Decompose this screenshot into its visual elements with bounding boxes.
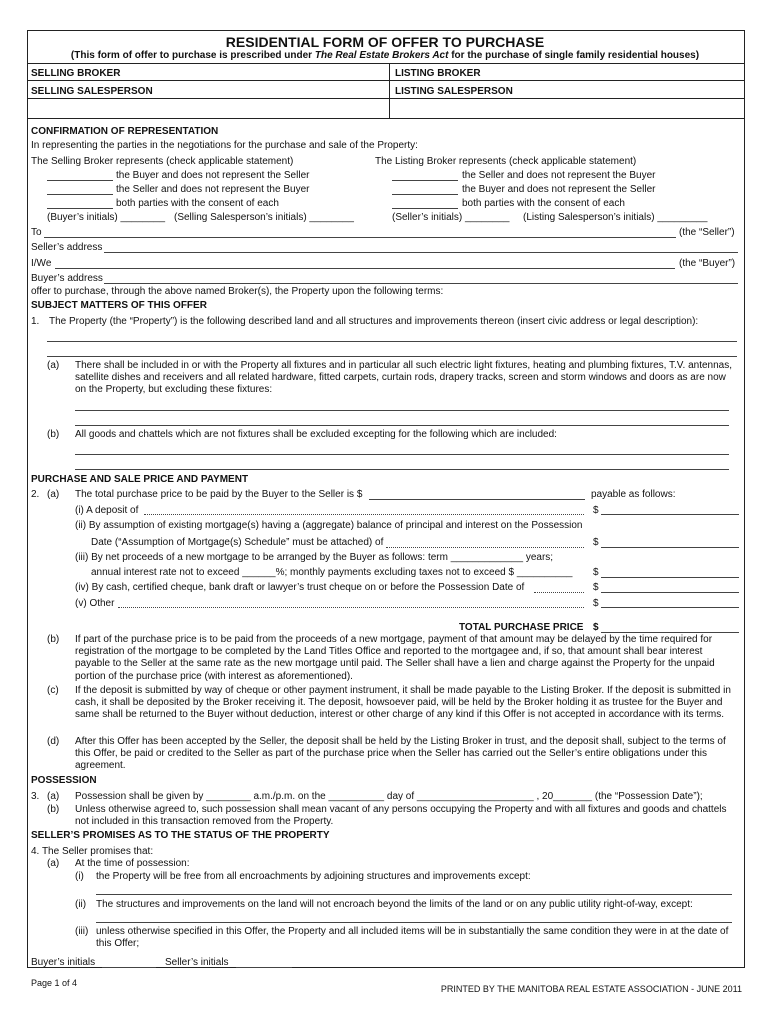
- cash-amount-field[interactable]: [601, 592, 739, 593]
- iwe-label: I/We: [31, 258, 52, 269]
- included-chattels-line-2[interactable]: [75, 469, 729, 470]
- cash-payment-text: (iv) By cash, certified cheque, bank draft or lawyer’s trust cheque on or before the Possession Date of: [75, 582, 525, 593]
- mortgage-assumption-text-1: (ii) By assumption of existing mortgage(s) having a (aggregate) balance of principal and interest on the Possession: [75, 520, 583, 531]
- item-3b-label: (b): [47, 804, 60, 815]
- divider: [27, 98, 745, 99]
- property-description-line-2[interactable]: [47, 356, 737, 357]
- item-2c-text: If the deposit is submitted by way of cheque or other payment instrument, it shall be made payable to the Listing Broker. If the deposit is submitted in cash, it shall be deposited by the Broker receiving it. The deposit, howsoever paid, will be held by the Broker holding it as trustee for the Buyer and same shall be returned to the Buyer without deduction, interest or other charge of any kind if this Offer is not accepted in accordance with its terms.: [75, 685, 731, 721]
- item-4a-label: (a): [47, 858, 60, 869]
- listing-option-1-blank[interactable]: [392, 180, 458, 181]
- price-heading: PURCHASE AND SALE PRICE AND PAYMENT: [31, 474, 249, 485]
- deposit-label: (i) A deposit of: [75, 505, 139, 516]
- divider: [27, 118, 745, 119]
- subtitle-act: The Real Estate Brokers Act: [314, 50, 449, 61]
- seller-initials-field[interactable]: [236, 967, 292, 968]
- listing-option-1: the Seller and does not represent the Buyer: [462, 170, 656, 181]
- item-4ii-text: The structures and improvements on the land will not encroach beyond the limits of the land or on any public utility right-of-way, except:: [96, 899, 693, 910]
- item-1b-text: All goods and chattels which are not fixtures shall be excluded excepting for the following which are included:: [75, 429, 557, 440]
- possession-date-text[interactable]: Possession shall be given by ________ a.m./p.m. on the __________ day of _____________________ , 20_______ (the “Possession Date”);: [75, 791, 703, 802]
- item-2d-label: (d): [47, 736, 60, 747]
- selling-option-3: both parties with the consent of each: [116, 198, 279, 209]
- dollar-sign: $: [593, 582, 599, 593]
- item-1a-label: (a): [47, 360, 60, 371]
- included-chattels-line-1[interactable]: [75, 454, 729, 455]
- new-mortgage-amount-field[interactable]: [601, 577, 739, 578]
- item-2d-text: After this Offer has been accepted by the Seller, the deposit shall be held by the Listing Broker in trust, and the deposit shall, subject to the terms of this Offer, be paid or credited to the Seller as part of the purchase price when the Seller has carried out the Seller’s entire obligations under this agreement.: [75, 736, 726, 772]
- possession-heading: POSSESSION: [31, 775, 97, 786]
- seller-address-label: Seller’s address: [31, 242, 103, 253]
- divider: [27, 80, 745, 81]
- offer-line: offer to purchase, through the above named Broker(s), the Property upon the following terms:: [31, 286, 444, 297]
- dot-leader: [386, 547, 584, 548]
- the-buyer-label: (the “Buyer”): [679, 258, 736, 269]
- selling-broker-heading: The Selling Broker represents (check applicable statement): [31, 156, 294, 167]
- seller-initials-label: Seller’s initials: [165, 957, 229, 968]
- subtitle-post: for the purchase of single family residential houses): [448, 50, 700, 61]
- selling-salesperson-field[interactable]: SELLING SALESPERSON: [31, 86, 153, 97]
- form-title: RESIDENTIAL FORM OF OFFER TO PURCHASE: [225, 34, 545, 50]
- dot-leader: [144, 514, 584, 515]
- item-1b-label: (b): [47, 429, 60, 440]
- deposit-amount-field[interactable]: [601, 514, 739, 515]
- property-description-line-1[interactable]: [47, 341, 737, 342]
- buyer-initials-rep[interactable]: (Buyer’s initials) ________: [47, 212, 166, 223]
- seller-address-field[interactable]: [104, 252, 738, 253]
- representation-heading: CONFIRMATION OF REPRESENTATION: [31, 126, 219, 137]
- item-4i-text: the Property will be free from all encroachments by adjoining structures and improvements except:: [96, 871, 531, 882]
- selling-broker-field[interactable]: SELLING BROKER: [31, 68, 121, 79]
- the-seller-label: (the “Seller”): [679, 227, 735, 238]
- payable-label: payable as follows:: [591, 489, 676, 500]
- other-payment-label: (v) Other: [75, 598, 115, 609]
- printed-by: PRINTED BY THE MANITOBA REAL ESTATE ASSOCIATION - JUNE 2011: [440, 984, 742, 994]
- representation-intro: In representing the parties in the negotiations for the purchase and sale of the Property:: [31, 140, 418, 151]
- promises-heading: SELLER’S PROMISES AS TO THE STATUS OF THE PROPERTY: [31, 830, 330, 841]
- selling-option-1: the Buyer and does not represent the Seller: [116, 170, 310, 181]
- selling-salesperson-initials[interactable]: (Selling Salesperson’s initials) ________: [174, 212, 354, 223]
- item-4ii-label: (ii): [75, 899, 87, 910]
- selling-option-2: the Seller and does not represent the Buyer: [116, 184, 310, 195]
- dot-leader: [534, 592, 584, 593]
- item-4i-label: (i): [75, 871, 84, 882]
- divider: [27, 63, 745, 64]
- item-4iii-text: unless otherwise specified in this Offer, the Property and all included items will be in substantially the same condition they were in at the date of this Offer;: [96, 926, 729, 950]
- buyer-address-label: Buyer’s address: [31, 273, 103, 284]
- excluded-fixtures-line-1[interactable]: [75, 410, 729, 411]
- item-2a-text: The total purchase price to be paid by the Buyer to the Seller is $: [75, 489, 363, 500]
- dollar-sign: $: [593, 537, 599, 548]
- listing-option-2: the Buyer and does not represent the Seller: [462, 184, 656, 195]
- dollar-sign: $: [593, 505, 599, 516]
- item-1-text: The Property (the “Property”) is the following described land and all structures and improvements thereon (insert civic address or legal description):: [49, 316, 699, 327]
- buyer-name-field[interactable]: [55, 268, 675, 269]
- seller-initials-rep[interactable]: (Seller’s initials) ________: [392, 212, 510, 223]
- listing-option-3-blank[interactable]: [392, 208, 458, 209]
- new-mortgage-text-1: (iii) By net proceeds of a new mortgage to be arranged by the Buyer as follows: term _____________ years;: [75, 552, 554, 563]
- item-2a-label: (a): [47, 489, 60, 500]
- item-3a-label: (a): [47, 791, 60, 802]
- mortgage-assumption-text-2: Date (“Assumption of Mortgage(s) Schedule” must be attached) of: [91, 537, 384, 548]
- listing-broker-field[interactable]: LISTING BROKER: [395, 68, 481, 79]
- subject-heading: SUBJECT MATTERS OF THIS OFFER: [31, 300, 207, 311]
- listing-salesperson-initials[interactable]: (Listing Salesperson’s initials) _________: [523, 212, 708, 223]
- item-4a-text: At the time of possession:: [75, 858, 190, 869]
- item-2-number: 2.: [31, 489, 40, 500]
- dollar-sign: $: [593, 622, 599, 633]
- listing-option-3: both parties with the consent of each: [462, 198, 625, 209]
- selling-option-2-blank[interactable]: [47, 194, 113, 195]
- buyer-initials-field[interactable]: [102, 967, 156, 968]
- to-label: To: [31, 227, 42, 238]
- total-price-field[interactable]: [369, 499, 585, 500]
- buyer-address-field[interactable]: [104, 283, 738, 284]
- page-number: Page 1 of 4: [31, 978, 78, 988]
- item-3-number: 3.: [31, 791, 40, 802]
- dollar-sign: $: [593, 567, 599, 578]
- mortgage-assumption-amount-field[interactable]: [601, 547, 739, 548]
- total-purchase-price-label: TOTAL PURCHASE PRICE: [459, 622, 584, 633]
- dot-leader: [118, 607, 584, 608]
- item-1-number: 1.: [31, 316, 40, 327]
- listing-salesperson-field[interactable]: LISTING SALESPERSON: [395, 86, 513, 97]
- item-1a-text: There shall be included in or with the Property all fixtures and in particular all such electric light fixtures, heating and plumbing fixtures, T.V. antennas, satellite dishes and receivers and all related hardware, fitted carpets, curtain rods, drapery tracks, screen and storm windows and doors as are now on the Property, but excluding these fixtures:: [75, 360, 733, 396]
- encroachments-line[interactable]: [96, 894, 732, 895]
- buyer-initials-label: Buyer’s initials: [31, 957, 96, 968]
- dollar-sign: $: [593, 598, 599, 609]
- total-purchase-price-field[interactable]: [601, 632, 739, 633]
- item-4iii-label: (iii): [75, 926, 89, 937]
- selling-option-3-blank[interactable]: [47, 208, 113, 209]
- selling-option-1-blank[interactable]: [47, 180, 113, 181]
- listing-option-2-blank[interactable]: [392, 194, 458, 195]
- item-2b-label: (b): [47, 634, 60, 645]
- subtitle-pre: (This form of offer to purchase is prescribed under: [70, 50, 315, 61]
- seller-name-field[interactable]: [44, 237, 676, 238]
- listing-broker-heading: The Listing Broker represents (check applicable statement): [375, 156, 637, 167]
- item-2b-text: If part of the purchase price is to be paid from the proceeds of a new mortgage, payment of that amount may be delayed by the time required for registration of the mortgage to be completed by the Land Titles Office and reported to the mortgagee and, if so, that amount shall bear interest payable to the Seller at the same rate as the new mortgage until paid. The Seller shall have a lien and charge against the Property for the unpaid portion of the purchase price (with interest as aforementioned).: [75, 634, 715, 682]
- item-2c-label: (c): [47, 685, 59, 696]
- utility-encroach-line[interactable]: [96, 922, 732, 923]
- new-mortgage-text-2: annual interest rate not to exceed ______%; monthly payments excluding taxes not to exceed $ __________: [91, 567, 573, 578]
- other-amount-field[interactable]: [601, 607, 739, 608]
- excluded-fixtures-line-2[interactable]: [75, 425, 729, 426]
- divider: [389, 63, 390, 118]
- item-4-text: 4. The Seller promises that:: [31, 846, 154, 857]
- item-3b-text: Unless otherwise agreed to, such possession shall mean vacant of any persons occupying the Property and with all fixtures and goods and chattels not included in this transaction removed from the Property.: [75, 804, 727, 828]
